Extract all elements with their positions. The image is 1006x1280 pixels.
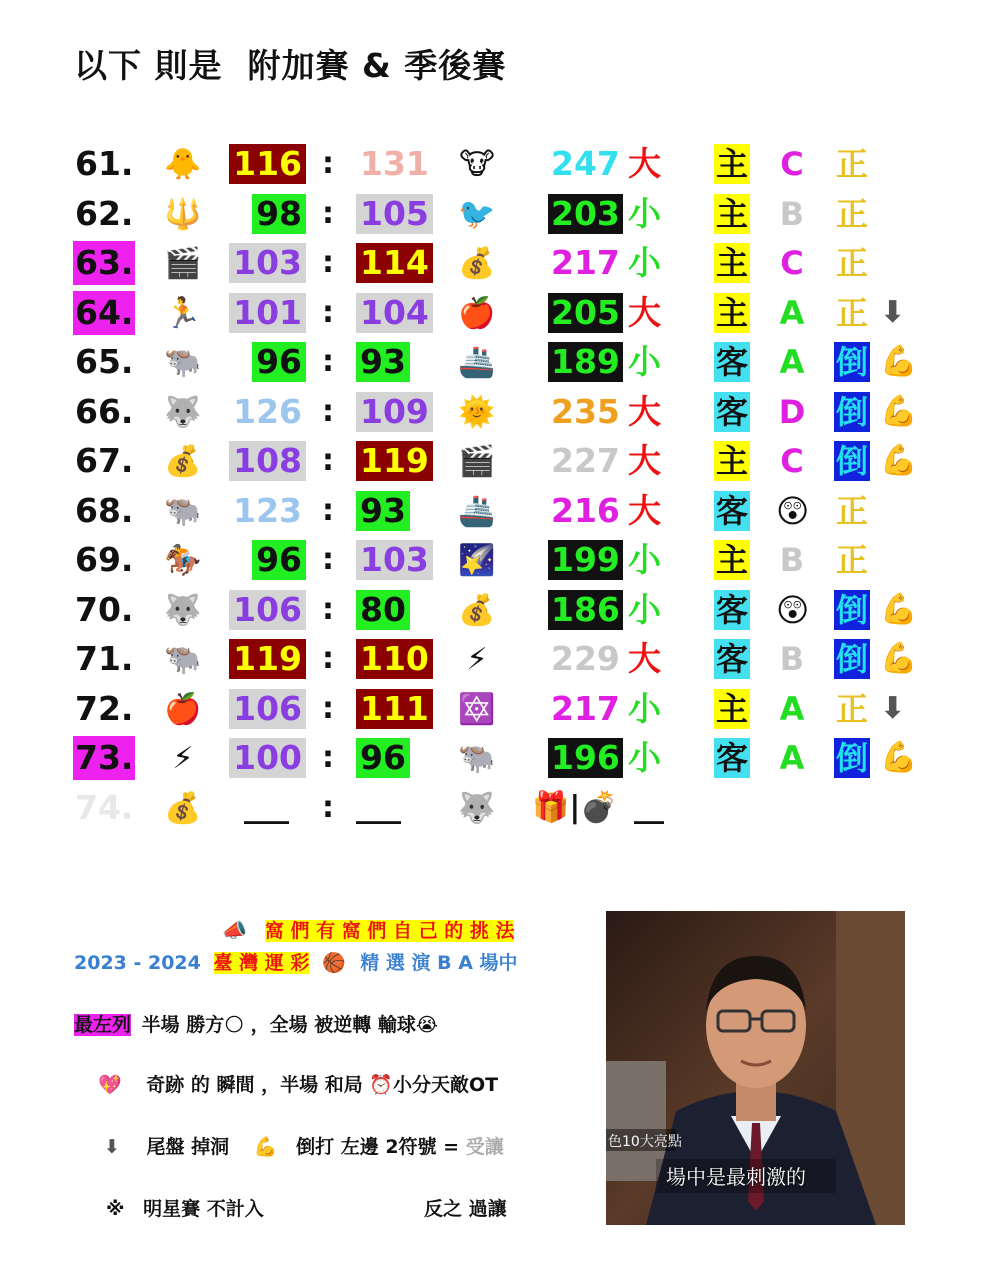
muscle-icon: 💪	[253, 1136, 278, 1158]
over-under: 大	[628, 441, 661, 480]
team-icon-home: 🔯	[458, 691, 496, 727]
score-away: 116	[229, 144, 306, 184]
score-away: 98	[252, 194, 306, 234]
colon: :	[322, 492, 334, 528]
grade: 😲	[776, 590, 810, 629]
extra-icon: 💪	[880, 344, 918, 379]
grade: C	[780, 442, 804, 480]
wolf-icon: 🐺	[458, 791, 496, 826]
extra-icon: ⬇	[880, 690, 906, 726]
team-icon-home: 💰	[458, 246, 496, 281]
grade: B	[779, 640, 805, 678]
direction-pick: 正	[836, 145, 869, 183]
direction-pick: 正	[836, 244, 869, 282]
total-score: 229	[551, 639, 620, 678]
row-number: 71.	[75, 639, 134, 678]
score-home: 114	[356, 243, 433, 283]
team-icon-home: 🍎	[458, 295, 496, 331]
total-score: 186	[548, 590, 623, 630]
row-number: 63.	[73, 241, 135, 285]
score-away: 96	[252, 342, 306, 382]
team-icon-away: 🐃	[164, 493, 202, 529]
photo-subtitle: 場中是最刺激的	[666, 1165, 806, 1189]
home-away-pick: 主	[716, 145, 749, 183]
basketball-icon: 🏀	[322, 952, 346, 974]
team-icon-away: 🏃	[164, 295, 202, 331]
row-number: 73.	[73, 736, 135, 780]
home-away-pick: 客	[716, 491, 749, 530]
row-number: 68.	[75, 490, 134, 530]
result-row	[0, 489, 1006, 537]
home-away-pick: 客	[716, 392, 749, 431]
total-blank: __	[634, 790, 664, 825]
team-icon-away: 🐥	[164, 147, 202, 182]
grade: A	[779, 689, 805, 728]
total-score: 216	[551, 490, 620, 530]
team-icon-away: 🐺	[164, 394, 202, 430]
total-score: 189	[548, 342, 623, 382]
leftmost-text: 半場 勝方🌕 ，全場 被逆轉 輸球😭	[141, 1014, 439, 1036]
muscle-end: 受讓	[465, 1136, 504, 1158]
score-blank-b: ___	[356, 790, 401, 825]
direction-pick: 倒	[836, 343, 869, 381]
over-under: 大	[628, 391, 661, 431]
total-score: 217	[551, 243, 620, 282]
grade: B	[779, 194, 805, 233]
pending-row-74	[0, 786, 1006, 834]
asterisk-icon: ※	[106, 1198, 125, 1220]
team-icon-away: 🐃	[164, 642, 202, 677]
team-icon-away: ⚡	[172, 741, 194, 776]
home-away-pick: 客	[716, 739, 749, 777]
score-away: 106	[229, 590, 306, 630]
photo-caption-left: 色10大亮點	[608, 1134, 682, 1150]
score-home: 105	[356, 194, 433, 234]
score-away: 101	[229, 293, 306, 333]
score-home: 103	[356, 540, 433, 580]
row-number: 62.	[75, 193, 134, 233]
colon: :	[322, 393, 334, 429]
row-number: 64.	[73, 291, 135, 335]
page-title: 以下 則是 附加賽 & 季後賽	[74, 46, 507, 85]
legend-line-1	[222, 916, 514, 943]
team-icon-home: 🌠	[458, 543, 496, 578]
row-number: 67.	[75, 441, 134, 480]
score-away: 108	[229, 441, 306, 481]
team-icon-away: 🐺	[164, 592, 202, 628]
legend-motto: 窩 們 有 窩 們 自 己 的 挑 法	[264, 920, 515, 942]
direction-pick: 倒	[836, 442, 869, 480]
colon: :	[322, 344, 334, 379]
result-row	[0, 340, 1006, 388]
home-away-pick: 主	[716, 244, 749, 282]
total-score: 199	[548, 540, 623, 580]
score-home: 104	[356, 293, 433, 333]
result-row	[0, 538, 1006, 586]
direction-pick: 倒	[836, 640, 869, 678]
result-row	[0, 390, 1006, 438]
score-away: 119	[229, 639, 306, 679]
megaphone-icon: 📣	[222, 918, 247, 942]
grade: A	[779, 343, 805, 381]
row-number: 61.	[75, 144, 134, 183]
score-away: 123	[233, 490, 302, 530]
total-score: 217	[551, 688, 620, 728]
result-row	[0, 142, 1006, 190]
over-under: 小	[628, 193, 661, 233]
score-home: 111	[356, 689, 433, 729]
over-under: 小	[628, 342, 661, 381]
direction-pick: 正	[836, 293, 869, 332]
home-away-pick: 客	[716, 590, 749, 629]
score-home: 93	[356, 491, 410, 531]
score-away: 103	[229, 243, 306, 283]
direction-pick: 倒	[836, 392, 869, 431]
result-row	[0, 241, 1006, 289]
miracle-text: 奇跡 的 瞬間 ，半場 和局 ⏰小分天敵OT	[146, 1074, 499, 1096]
colon: :	[322, 245, 334, 280]
extra-icon: 💪	[880, 740, 918, 775]
score-away: 96	[252, 540, 306, 580]
total-score: 235	[551, 391, 620, 431]
result-row	[0, 588, 1006, 636]
row-number: 65.	[75, 342, 134, 381]
direction-pick: 正	[836, 194, 869, 233]
over-under: 小	[628, 243, 661, 282]
direction-pick: 正	[836, 689, 869, 728]
colon: :	[322, 740, 334, 775]
row-number: 70.	[75, 589, 134, 629]
home-away-pick: 主	[716, 689, 749, 728]
star-text: 明星賽 不計入	[143, 1198, 264, 1220]
money-bag-icon: 💰	[164, 791, 202, 826]
colon: :	[322, 790, 334, 825]
team-icon-away: 💰	[164, 444, 202, 479]
score-away: 106	[229, 689, 306, 729]
direction-pick: 正	[836, 491, 869, 530]
grade: B	[779, 541, 805, 579]
team-icon-home: 🚢	[458, 493, 496, 529]
team-icon-away: 🍎	[164, 691, 202, 727]
team-icon-home: 🐃	[458, 741, 496, 776]
score-home: 131	[360, 144, 429, 183]
team-icon-home: 🎬	[458, 444, 496, 479]
down-arrow-icon: ⬇	[104, 1136, 120, 1158]
score-home: 110	[356, 639, 433, 679]
over-under: 小	[628, 688, 661, 728]
legend-line-5	[104, 1132, 504, 1159]
home-away-pick: 主	[716, 194, 749, 233]
colon: :	[322, 591, 334, 627]
colon: :	[322, 195, 334, 231]
season-label: 2023 - 2024	[74, 952, 201, 974]
extra-icon: 💪	[880, 443, 918, 478]
result-row	[0, 736, 1006, 784]
team-icon-home: ⚡	[466, 642, 488, 677]
result-row	[0, 192, 1006, 240]
home-away-pick: 客	[716, 640, 749, 678]
score-home: 93	[356, 342, 410, 382]
colon: :	[322, 443, 334, 478]
extra-icon: 💪	[880, 393, 918, 429]
score-away: 126	[233, 391, 302, 431]
direction-pick: 倒	[836, 590, 869, 629]
direction-pick: 正	[836, 541, 869, 579]
score-home: 80	[356, 590, 410, 630]
total-score: 205	[548, 293, 623, 333]
presenter-photo	[606, 911, 905, 1225]
legend-line-6	[106, 1194, 264, 1221]
team-icon-home: 🌞	[458, 394, 496, 430]
row-number: 72.	[75, 688, 134, 728]
team-icon-home: 🚢	[458, 345, 496, 380]
team-icon-away: 🐃	[164, 345, 202, 380]
over-under: 大	[628, 292, 661, 332]
row-number: 74.	[75, 788, 134, 827]
brand-label: 臺 灣 運 彩	[213, 952, 310, 974]
team-icon-home: 💰	[458, 592, 496, 628]
grade: A	[779, 739, 805, 777]
row-number: 66.	[75, 391, 134, 431]
result-row	[0, 637, 1006, 685]
score-home: 96	[356, 738, 410, 778]
team-icon-home: 🐦	[458, 196, 496, 232]
extra-icon: ⬇	[880, 294, 906, 330]
team-icon-home: 🐮	[459, 147, 495, 182]
over-under: 小	[628, 738, 661, 777]
colon: :	[322, 641, 334, 676]
over-under: 小	[628, 589, 661, 629]
over-under: 小	[628, 540, 661, 579]
team-icon-away: 🔱	[164, 196, 202, 232]
leftmost-label: 最左列	[74, 1014, 132, 1036]
score-home: 109	[356, 392, 433, 432]
colon: :	[322, 146, 334, 181]
legend-line-4	[98, 1070, 498, 1097]
result-row	[0, 687, 1006, 735]
over-under: 大	[628, 639, 661, 678]
down-text: 尾盤 掉洞	[146, 1136, 230, 1158]
result-row	[0, 291, 1006, 339]
home-away-pick: 客	[716, 343, 749, 381]
result-row	[0, 439, 1006, 487]
colon: :	[322, 690, 334, 726]
team-icon-away: 🏇	[164, 543, 202, 578]
grade: C	[780, 145, 804, 183]
grade: 😲	[776, 491, 810, 530]
over-under: 大	[628, 490, 661, 530]
legend-line-3	[74, 1010, 438, 1037]
gift-bomb-icon: 🎁|💣	[532, 790, 618, 825]
total-score: 247	[551, 144, 620, 183]
total-score: 203	[548, 194, 623, 234]
total-score: 227	[551, 441, 620, 480]
direction-pick: 倒	[836, 739, 869, 777]
score-blank-a: ___	[244, 790, 289, 825]
team-icon-away: 🎬	[164, 246, 202, 281]
colon: :	[322, 294, 334, 330]
legend-line-2	[74, 948, 518, 975]
score-home: 119	[356, 441, 433, 481]
row-number: 69.	[75, 540, 134, 579]
home-away-pick: 主	[716, 293, 749, 332]
over-under: 大	[628, 144, 661, 183]
colon: :	[322, 542, 334, 577]
home-away-pick: 主	[716, 541, 749, 579]
muscle-text: 倒打 左邊 2符號 =	[296, 1136, 460, 1158]
heart-icon: 💖	[98, 1074, 122, 1096]
grade: C	[780, 244, 804, 282]
grade: A	[779, 293, 805, 332]
grade: D	[778, 392, 806, 431]
season-tail: 精 選 演 B A 場中	[360, 952, 518, 974]
score-away: 100	[229, 738, 306, 778]
total-score: 196	[548, 738, 623, 778]
extra-icon: 💪	[880, 641, 918, 676]
extra-icon: 💪	[880, 591, 918, 627]
reverse-text: 反之 過讓	[424, 1198, 507, 1220]
home-away-pick: 主	[716, 442, 749, 480]
